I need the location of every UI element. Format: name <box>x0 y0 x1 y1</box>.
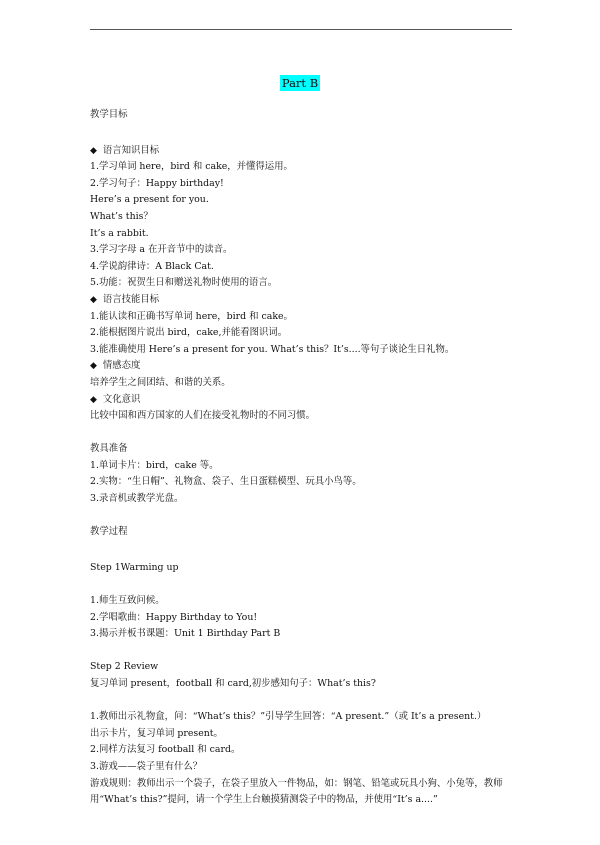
list-item: 2.学唱歌曲：Happy Birthday to You! <box>90 611 258 623</box>
attitude-heading-row <box>90 358 520 375</box>
process-heading: 教学过程 <box>90 526 128 538</box>
diamond-bullet-icon: ◆ <box>90 394 97 405</box>
list-item: 3.学习字母 a 在开音节中的读音。 <box>90 244 233 256</box>
diamond-bullet-icon: ◆ <box>90 294 97 305</box>
materials-heading: 教具准备 <box>90 443 128 455</box>
culture-heading-row <box>90 392 520 409</box>
list-item: 2.能根据图片说出 bird，cake,并能看图识词。 <box>90 327 288 339</box>
list-item: 3.能准确使用 Here’s a present for you. What’s this？It’s....等句子谈论生日礼物。 <box>90 343 455 355</box>
list-item: 2.学习句子：Happy birthday! <box>90 177 224 189</box>
list-item: 4.学说韵律诗：A Black Cat. <box>90 260 214 272</box>
language-knowledge-heading-row <box>90 143 520 160</box>
step2-heading: Step 2 Review <box>90 661 159 673</box>
attitude-heading: 情感态度 <box>102 360 141 372</box>
culture-heading: 文化意识 <box>102 393 141 405</box>
list-item: 3.揭示并板书课题：Unit 1 Birthday Part B <box>90 628 281 640</box>
list-item: 5.功能：祝贺生日和赠送礼物时使用的语言。 <box>90 277 278 289</box>
step1-heading: Step 1Warming up <box>90 561 179 573</box>
diamond-bullet-icon: ◆ <box>90 145 97 156</box>
list-item: 比较中国和西方国家的人们在接受礼物时的不同习惯。 <box>90 410 316 422</box>
list-item: 3.游戏——袋子里有什么？ <box>90 760 203 772</box>
list-item: 1.能认读和正确书写单词 here，bird 和 cake。 <box>90 310 293 322</box>
list-item: 2.实物：“生日帽”、礼物盒、袋子、生日蛋糕模型、玩具小鸟等。 <box>90 476 362 488</box>
list-item: 1.学习单词 here，bird 和 cake，并懂得运用。 <box>90 161 293 173</box>
header-rule <box>90 29 512 30</box>
diamond-bullet-icon: ◆ <box>90 361 97 372</box>
language-knowledge-heading: 语言知识目标 <box>102 144 160 156</box>
list-item: 3.录音机或教学光盘。 <box>90 493 184 505</box>
list-item: 2.同样方法复习 football 和 card。 <box>90 744 241 756</box>
language-skills-heading-row <box>90 292 520 309</box>
list-item: 出示卡片，复习单词 present。 <box>90 727 223 739</box>
title-container <box>0 72 600 91</box>
objectives-heading: 教学目标 <box>90 109 128 120</box>
list-item: 1.教师出示礼物盒，问：“What’s this？”引导学生回答：“A present.”（或 It’s a present.） <box>90 711 487 723</box>
game-rule-paragraph: 游戏规则：教师出示一个袋子，在袋子里放入一件物品，如：钢笔、铅笔或玩具小狗、小兔等，教师用“What’s this?”提问，请一个学生上台触摸猜测袋子中的物品，并使用“It’s a....” <box>90 777 503 805</box>
list-item: 1.单词卡片：bird，cake 等。 <box>90 459 219 471</box>
list-item: 培养学生之间团结、和谐的关系。 <box>90 376 231 388</box>
language-skills-heading: 语言技能目标 <box>102 293 160 305</box>
list-item: What’s this？ <box>90 210 153 222</box>
list-item: 1.师生互致问候。 <box>90 595 165 607</box>
list-item: It’s a rabbit. <box>90 227 149 239</box>
list-item: Here’s a present for you. <box>90 194 209 206</box>
page-title: Part B <box>281 76 319 90</box>
step2-intro: 复习单词 present，football 和 card,初步感知句子：What’s this? <box>90 678 376 689</box>
document-body <box>90 107 520 808</box>
